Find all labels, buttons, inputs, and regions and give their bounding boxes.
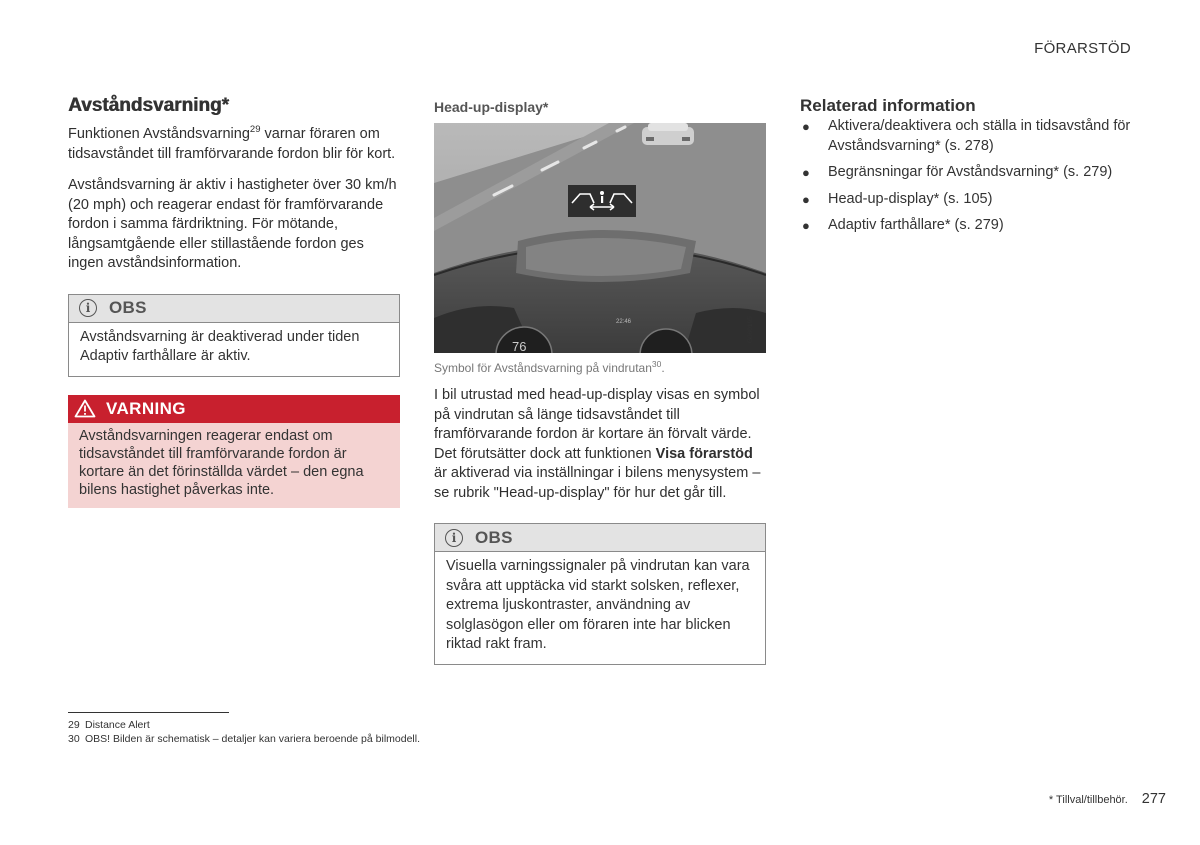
figure-code: G060195 xyxy=(747,316,754,343)
bullet-icon: ● xyxy=(802,165,810,180)
footnote-ref-29[interactable]: 29 xyxy=(249,124,261,136)
info-icon: i xyxy=(445,529,463,547)
obs-header xyxy=(69,295,399,323)
distance-alert-hud-symbol xyxy=(568,185,636,217)
footnote-ref-30[interactable]: 30 xyxy=(651,359,662,369)
obs-note-box-2 xyxy=(434,523,766,665)
right-column xyxy=(800,95,1140,243)
optional-equipment-note: * Tillval/tillbehör. xyxy=(1048,794,1128,806)
footnotes xyxy=(68,712,568,746)
page-footer xyxy=(1049,791,1166,807)
hud-illustration xyxy=(434,123,766,353)
hud-paragraph: I bil utrustad med head-up-display visas en symbol på vindrutan så länge tidsavståndet till framförvarande fordon är kortare än förvalt värde. Det förutsätter dock att funktionen Visa förarstöd är aktiverad via inställningar i bilens menysystem – se rubrik "Head-up-display" för hur det går till. xyxy=(434,387,761,501)
warning-box xyxy=(68,395,400,508)
speedometer-readout: 76 xyxy=(512,339,527,353)
obs-text: Visuella varningssignaler på vindrutan kan vara svåra att upptäcka vid starkt solsken, reflexer, extrema ljuskontraster, användning av solglasögon eller om föraren inte har blicken riktad rakt fram. xyxy=(446,558,750,652)
warning-header xyxy=(68,395,400,423)
obs-note-box xyxy=(68,294,400,377)
footnote: 30 OBS! Bilden är schematisk – detaljer kan variera beroende på bilmodell. xyxy=(68,733,421,745)
intro-paragraph: Funktionen Avståndsvarning$^{29}$ varnar föraren om tidsavståndet till framförvarande fordon blir för kort. xyxy=(68,124,396,162)
car-ahead xyxy=(642,123,694,145)
menu-option-name: Visa förarstöd xyxy=(655,445,753,462)
related-links-list xyxy=(800,117,1140,236)
obs-header xyxy=(435,524,765,552)
related-link[interactable]: ● Adaptiv farthållare* (s. 279) xyxy=(800,216,1140,236)
bullet-icon: ● xyxy=(802,218,810,233)
figure-caption: Symbol för Avståndsvarning på vindrutan$^{30}$. xyxy=(434,359,665,375)
warning-triangle-icon xyxy=(74,399,96,418)
middle-column xyxy=(434,95,766,665)
running-header: FÖRARSTÖD xyxy=(1034,40,1131,57)
related-link[interactable]: ● Head-up-display* (s. 105) xyxy=(800,190,1140,210)
related-link[interactable]: ● Begränsningar för Avståndsvarning* (s. 279) xyxy=(800,163,1140,183)
cluster-clock: 22:46 xyxy=(616,319,632,325)
bullet-icon: ● xyxy=(802,191,810,207)
related-link[interactable]: ● Aktivera/deaktivera och ställa in tidsavstånd för Avståndsvarning* (s. 278) xyxy=(802,118,1131,154)
footnote-divider xyxy=(68,712,229,713)
left-column xyxy=(68,95,400,508)
related-info-heading: Relaterad information xyxy=(800,96,976,115)
footnote: 29 Distance Alert xyxy=(68,719,150,731)
hud-subheading: Head-up-display* xyxy=(434,99,549,115)
warning-text: Avståndsvarningen reagerar endast om tidsavståndet till framförvarande fordon är kortare än det förinställda värdet – den egna bilens hastighet påverkas inte. xyxy=(68,423,400,508)
page-number: 277 xyxy=(1141,791,1166,807)
section-title: Avståndsvarning* xyxy=(68,95,229,116)
obs-label: OBS xyxy=(109,298,147,317)
obs-label: OBS xyxy=(475,527,513,547)
activation-paragraph: Avståndsvarning är aktiv i hastigheter över 30 km/h (20 mph) och reagerar endast för framförvarande fordon i samma färdriktning. För mötande, långsamtgående eller stillastående fordon ges ingen avståndsinformation. xyxy=(68,177,397,271)
warning-label: VARNING xyxy=(106,398,186,418)
bullet-icon: ● xyxy=(802,119,810,134)
info-icon: i xyxy=(79,299,97,317)
obs-text: Avståndsvarning är deaktiverad under tiden Adaptiv farthållare är aktiv. xyxy=(80,328,360,364)
